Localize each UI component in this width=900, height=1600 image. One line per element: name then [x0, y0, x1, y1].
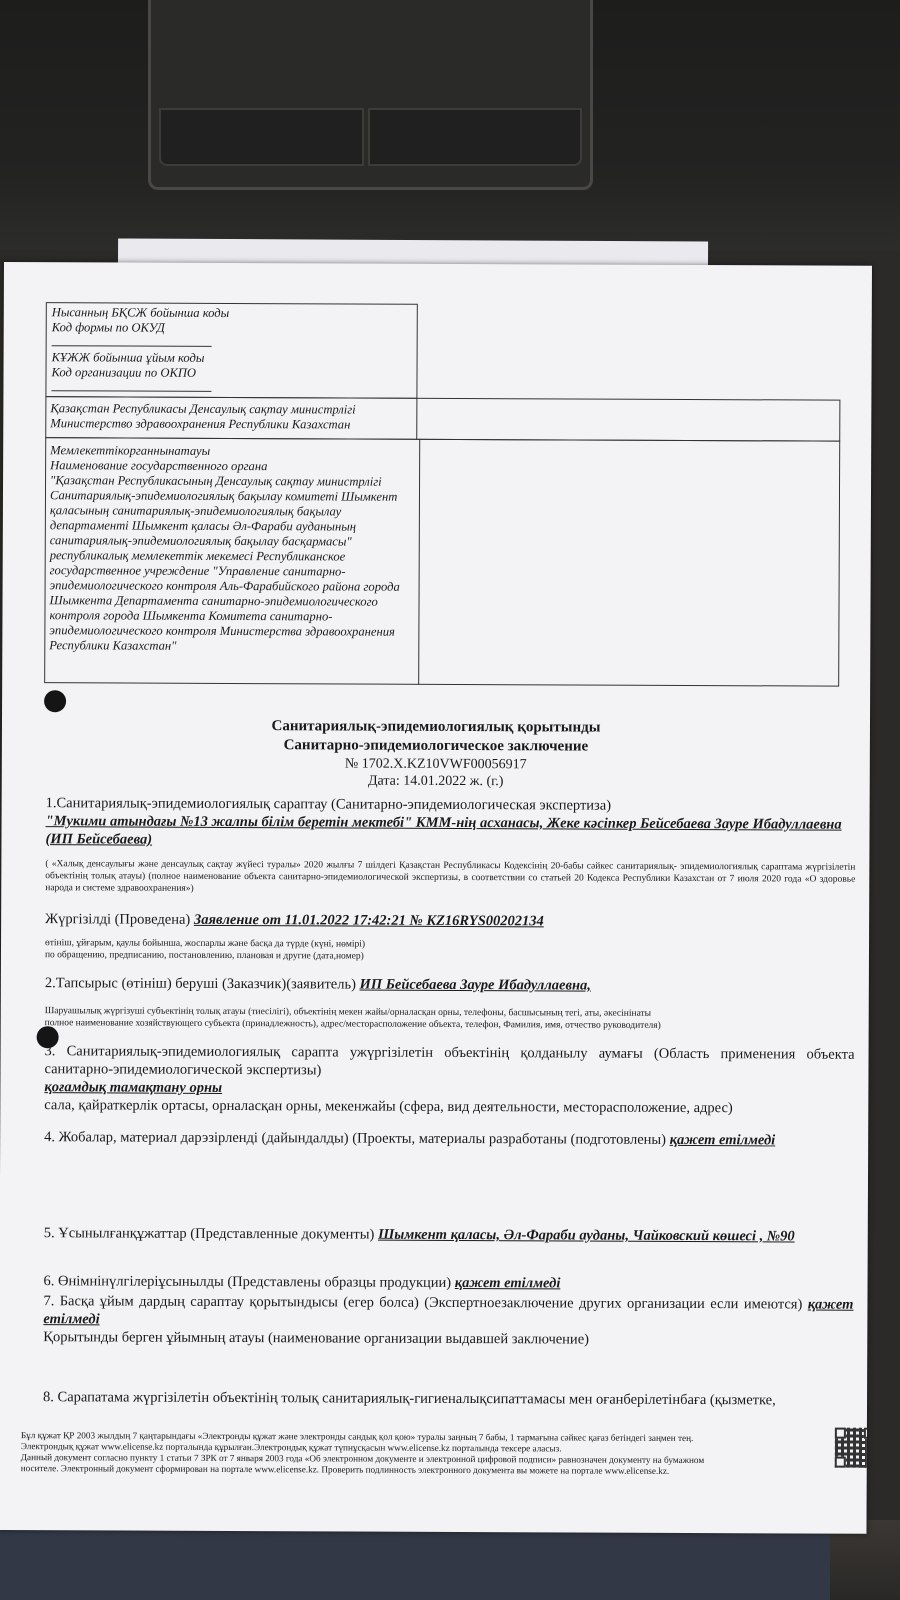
- desk-cloth: [0, 1530, 830, 1600]
- laptop-trackpad: [148, 0, 593, 190]
- gov-body-cell: [44, 437, 420, 685]
- section-3-note: сала, қайраткерлік ортасы, орналасқан орны, мекенжайы (сфера, вид деятельности, месторасположение, адрес): [44, 1097, 733, 1117]
- conducted: [45, 910, 855, 932]
- org-code-line: [51, 380, 211, 392]
- section-7: [43, 1292, 853, 1350]
- form-code-cell: [45, 302, 417, 399]
- section-6-label: 6. Өнімнінүлгілеріұсынылды (Представлены образцы продукции): [43, 1273, 452, 1291]
- header-table: [46, 302, 841, 653]
- laptop-background: [0, 0, 900, 250]
- section-6: [44, 1272, 854, 1294]
- section-1-label: 1.Санитариялық-эпидемиологиялық сараптау (Санитарно-эпидемиологическая экспертиза): [45, 795, 612, 814]
- conducted-label: Жүргізілді (Проведена): [45, 911, 191, 928]
- trackpad-left-button: [159, 108, 364, 166]
- ministry-ru: Министерство здравоохранения Республики Казахстан: [50, 416, 351, 432]
- trackpad-right-button: [368, 108, 582, 166]
- section-2-note-ru: полное наименование хозяйствующего субъекта (принадлежность), адрес/месторасположение объекта, телефон, Фамилия, имя, отчество руководителя): [44, 1017, 661, 1031]
- section-4-value: қажет етілмеді: [669, 1131, 776, 1149]
- conducted-value: Заявление от 11.01.2022 17:42:21 № KZ16RYS00202134: [193, 911, 544, 930]
- section-7-note: Қорытынды берген ұйымның атауы (наименование организации выдавшей заключение): [43, 1329, 590, 1348]
- qr-code-icon: [835, 1428, 872, 1468]
- section-1-note: ( «Халық денсаулығы және денсаулық сақтау жүйесі туралы» 2020 жылғы 7 шілдегі Қазақстан Республикасы Кодексінің 20-бабы сәйкес санитариялық- эпидемиологиялық сараптама жүргізілетін объектінің толық атауы) (полное наименование объекта санитарно-эпидемиологической экспертизы, в соответствии со статьей 20 Кодекса Республики Казахстан от 7 июля 2020 года «О здоровье народа и системе здравоохранения»): [45, 859, 856, 894]
- footer-line-1: Бұл құжат ҚР 2003 жылдың 7 қаңтарындағы «Электронды құжат және электронды сандық қол қою» туралы заңның 7 бабы, 1 тармағына сәйкес қағаз бетіндегі заңмен тең.: [20, 1430, 694, 1444]
- form-code-ru: Код формы по ОКУД: [51, 320, 165, 335]
- title-ru: Санитарно-эпидемиологическое заключение: [283, 737, 589, 755]
- section-4: [44, 1128, 854, 1150]
- gov-name: "Қазақстан Республикасының Денсаулық сақтау министрлігі Санитариялық-эпидемиологиялық бақылау комитеті Шымкент қаласының санитариялық-эпидемиологиялық бақылау департаменті Шымкент қаласы Әл-Фараби ауданының санитариялық-эпидемиологиялық бақылау басқармасы" республикалық мемлекеттік мекемесі Республиканское государственное учреждение "Управление санитарно-эпидемиологического контроля Аль-Фарабийского района города Шымкента Департамента санитарно-эпидемиологического контроля города Шымкента Комитета санитарно-эпидемиологического контроля Министерства здравоохранения Республики Казахстан": [49, 473, 400, 653]
- footer: [21, 1430, 831, 1478]
- section-5-label: 5. Ұсынылғанқұжаттар (Представленные документы): [43, 1225, 375, 1243]
- conducted-note: [45, 938, 855, 965]
- conducted-note-kz: өтініш, ұйғарым, қаулы бойынша, жоспарлы және басқа да түрде (күні, нөмірі): [45, 938, 366, 950]
- section-5-value: Шымкент қаласы, Әл-Фараби ауданы, Чайковский көшесі , №90: [377, 1226, 795, 1245]
- doc-date: Дата: 14.01.2022 ж. (г.): [367, 773, 504, 790]
- qr-corner-mark: [835, 1428, 846, 1439]
- footer-line-3: Данный документ согласно пункту 1 статьи 7 ЗРК от 7 января 2003 года «Об электронном документе и электронной цифровой подписи» равнозначен документу на бумажном: [20, 1452, 705, 1466]
- section-7-value: қажет етілмеді: [43, 1296, 854, 1328]
- punch-hole-top: [44, 690, 66, 712]
- section-2-note-kz: Шаруашылық жүргізуші субъектінің толық атауы (тиесілігі), объектінің мекен жайы/орналасқан орны, телефоны, басшысының тегі, аты, әкесінінаты: [44, 1006, 652, 1019]
- section-2: [45, 974, 855, 996]
- org-code-kz: КҰЖЖ бойынша ұйым коды: [51, 350, 205, 365]
- section-4-label: 4. Жобалар, материал дарэзірленді (дайындалды) (Проекты, материалы разработаны (подготовлены): [44, 1129, 667, 1148]
- document-page: [0, 262, 872, 1534]
- form-code-line: [52, 335, 212, 347]
- section-1-value: "Мукими атындағы №13 жалпы білім беретін мектебі" КММ-нің асханасы, Жеке кәсіпкер Бейсебаева Зауре Ибадуллаевна (ИП Бейсебаева): [45, 813, 842, 848]
- ministry-kz: Қазақстан Республикасы Денсаулық сақтау министрлігі: [50, 401, 356, 417]
- section-2-value: ИП Бейсебаева Зауре Ибадуллаевна,: [359, 976, 591, 994]
- footer-line-2: Электрондық құжат www.elicense.kz порталында құрылған.Электрондық құжат түпнұсқасын www.elicense.kz порталында тексере аласыз.: [20, 1441, 562, 1454]
- section-3: [44, 1042, 854, 1118]
- ministry-cell: [45, 396, 417, 440]
- org-code-ru: Код организации по ОКПО: [51, 365, 197, 380]
- footer-line-4: носителе. Электронный документ сформирован на портале www.elicense.kz. Проверить подлинность электронного документа вы можете на портале www.elicense.kz.: [20, 1463, 670, 1476]
- section-2-note: [45, 1006, 855, 1033]
- section-6-value: қажет етілмеді: [454, 1274, 561, 1292]
- gov-label-ru: Наименование государственного органа: [50, 458, 268, 474]
- qr-corner-mark: [864, 1428, 872, 1439]
- section-3-label: 3. Санитариялық-эпидемиологиялық сарапта ужүргізілетін объектінің қолданылу аумағы (Область применения объекта санитарно-эпидемиологической экспертизы): [44, 1043, 855, 1079]
- gov-label-kz: Мемлекеттікорганнынатауы: [50, 443, 211, 458]
- conducted-note-ru: по обращению, предписанию, постановлению, плановая и другие (дата,номер): [44, 949, 364, 962]
- doc-number: № 1702.X.KZ10VWF00056917: [344, 756, 527, 773]
- section-7-label: 7. Басқа ұйым дардың сараптау қорытындысы (егер болса) (Экспертноезаключение других организации если имеются): [43, 1293, 803, 1313]
- form-code-kz: Нысанның БҚСЖ бойынша коды: [51, 305, 230, 320]
- section-2-label: 2.Тапсырыс (өтініш) беруші (Заказчик)(заявитель): [44, 975, 356, 993]
- section-8-label: 8. Сарапатама жүргізілетін объектінің толық санитариялық-гигиеналықсипаттамасы мен оғанберілетінбаға (қызметке,: [43, 1389, 776, 1409]
- section-5: [44, 1224, 854, 1246]
- title-kz: Санитариялық-эпидемиологиялық қорытынды: [271, 718, 601, 736]
- section-3-value: қоғамдық тамақтану орны: [44, 1079, 223, 1096]
- qr-corner-mark: [835, 1457, 846, 1468]
- section-1: [45, 794, 855, 852]
